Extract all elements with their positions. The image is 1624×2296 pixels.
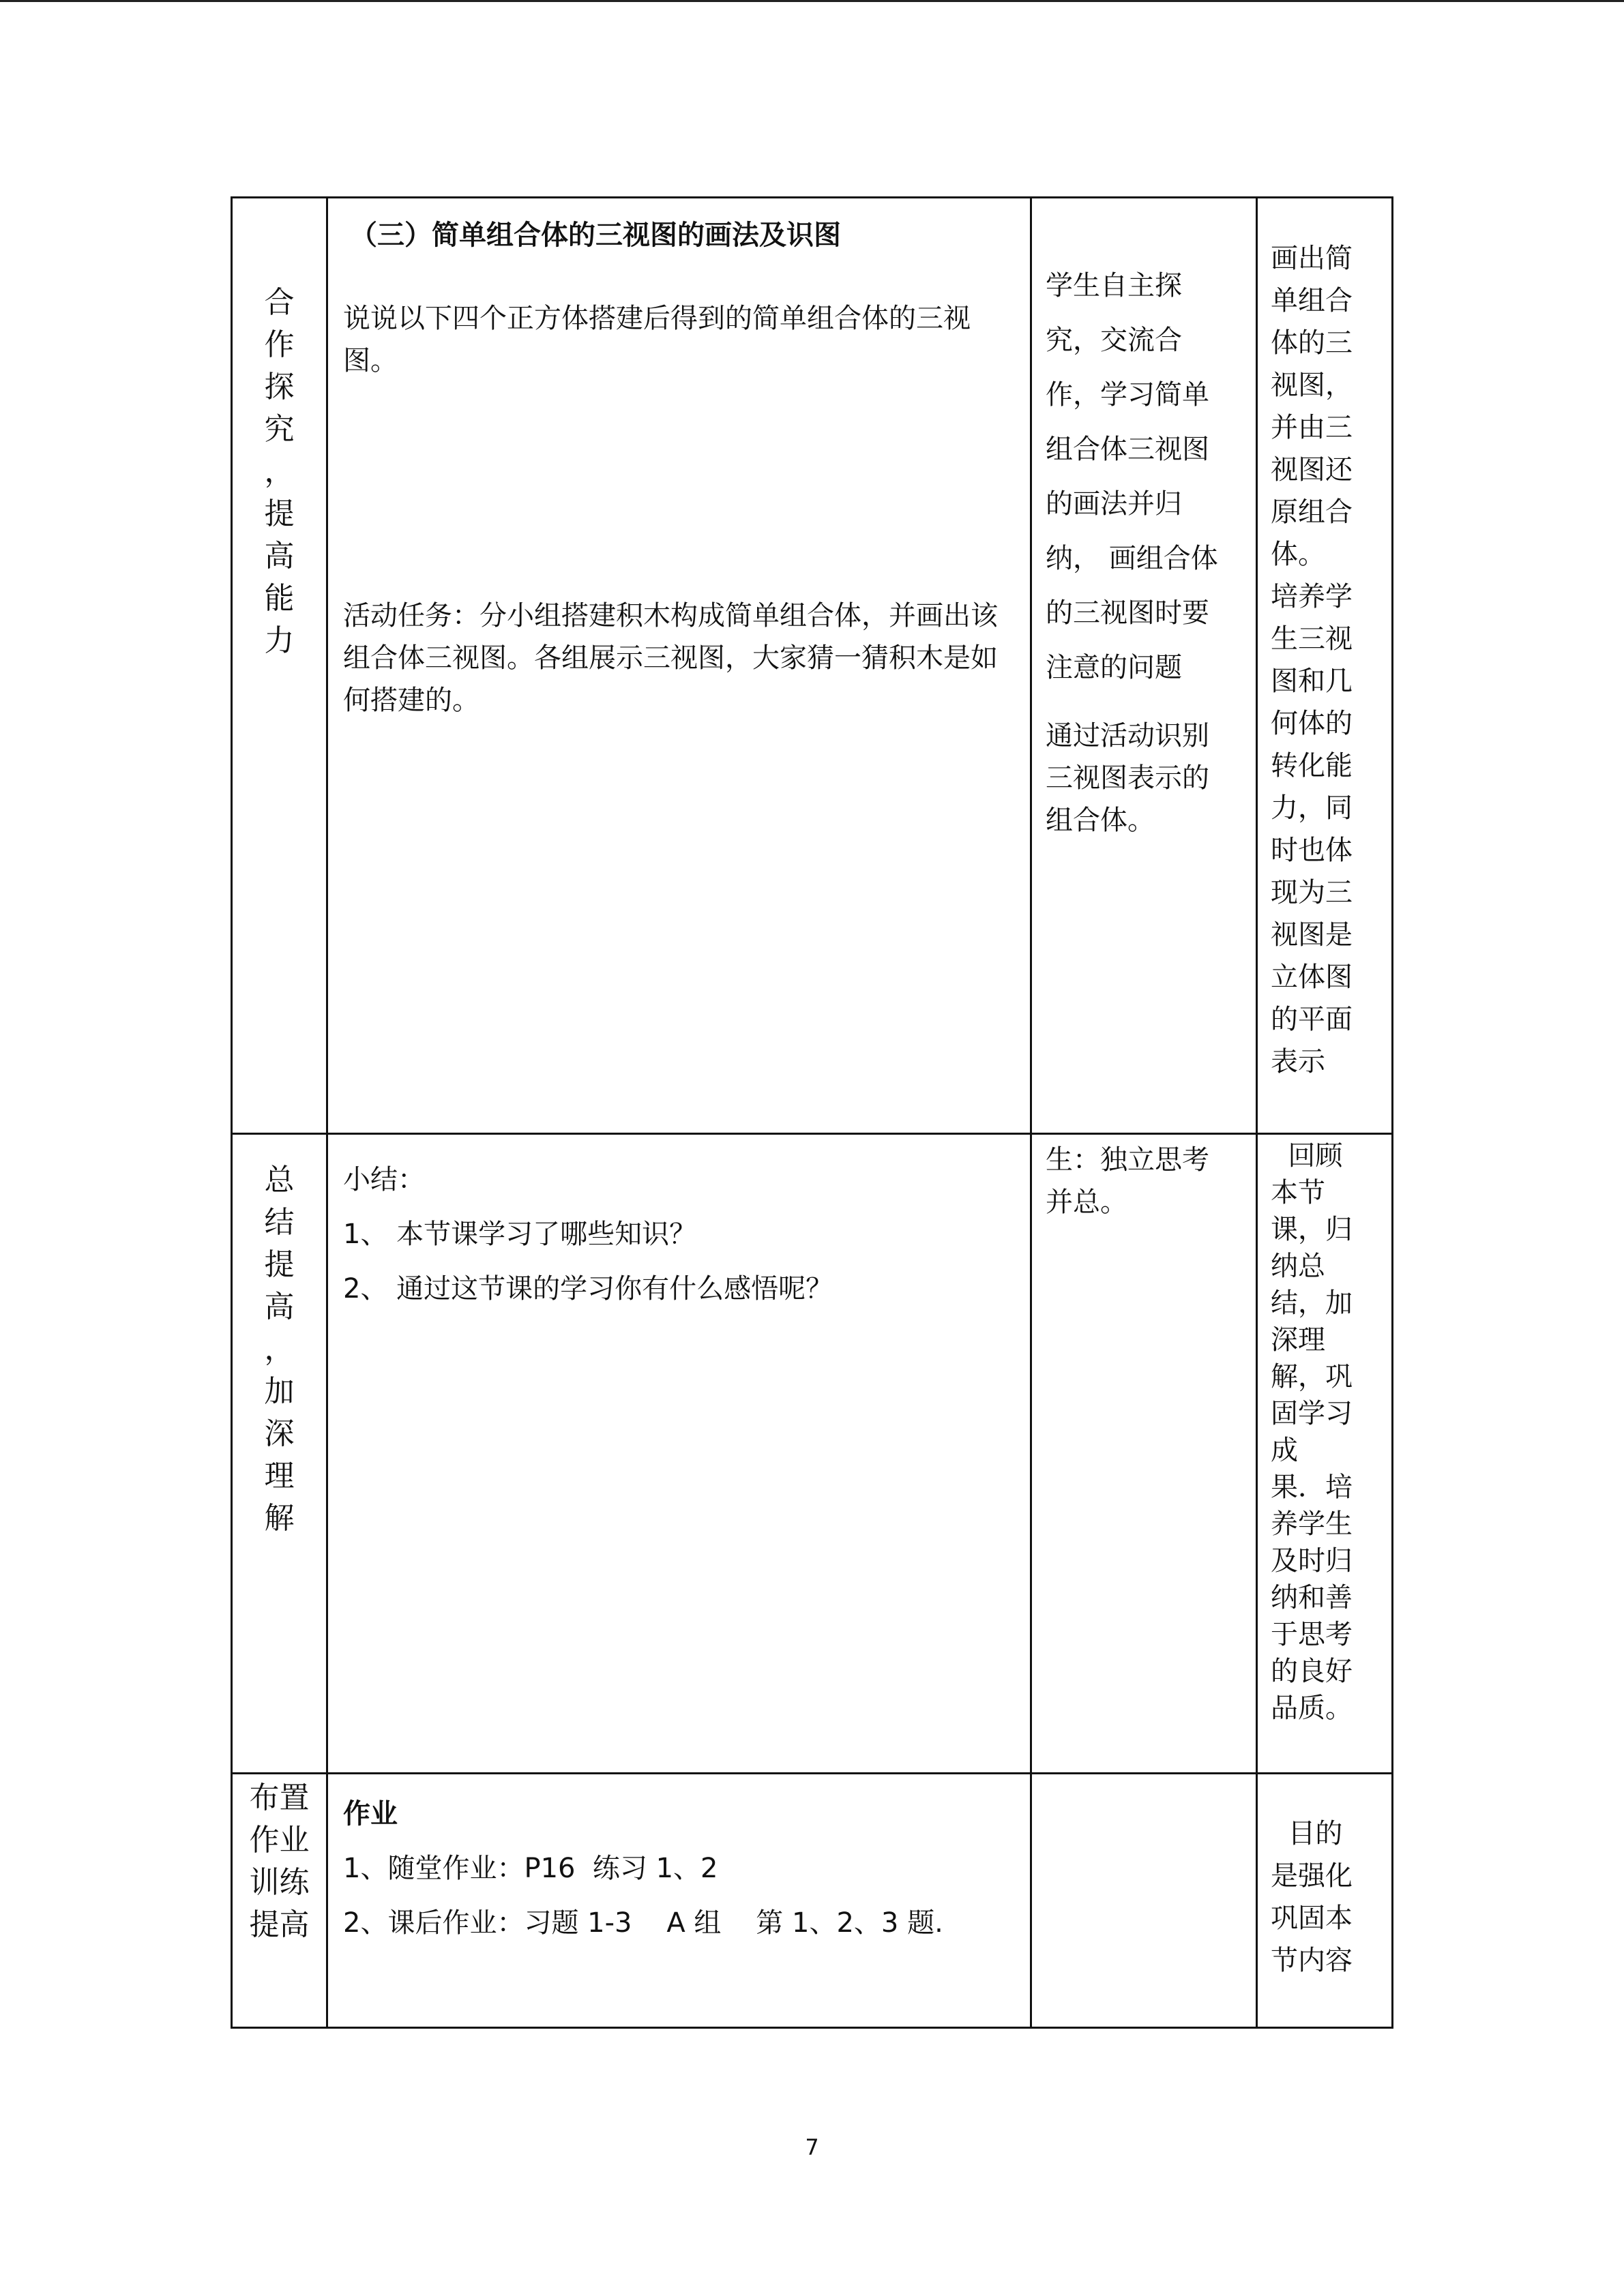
stage-char: ， <box>264 1332 295 1367</box>
stage-char: 提 <box>264 496 295 531</box>
student-activity-cell <box>1046 265 1250 841</box>
section-heading: （三）简单组合体的三视图的画法及识图 <box>350 220 841 251</box>
stage-char: 理 <box>264 1459 295 1493</box>
design-purpose-cell <box>1271 1813 1390 1982</box>
stage-char: 究 <box>264 412 295 447</box>
homework-item-1: 1、随堂作业：P16 练习 1、2 <box>343 1853 718 1884</box>
stage-char: 加 <box>264 1374 295 1409</box>
stage-line: 作业 <box>249 1823 310 1858</box>
text-line: 及时归 <box>1271 1545 1353 1577</box>
text-line: 并由三 <box>1271 412 1353 443</box>
page-number: 7 <box>805 2134 819 2160</box>
text-line: 本节 <box>1271 1177 1325 1208</box>
activity-task-paragraph: 活动任务：分小组搭建积木构成简单组合体，并画出该组合体三视图。各组展示三视图，大家猜一猜积木是如何搭建的。 <box>343 600 998 716</box>
stage-label-summary <box>233 1159 326 1540</box>
text-line: 成 <box>1271 1435 1298 1466</box>
stage-char: 力 <box>264 623 295 658</box>
text-line: 视图是 <box>1271 919 1353 951</box>
summary-question-1: 1、 本节课学习了哪些知识？ <box>343 1219 697 1250</box>
summary-question-2: 2、 通过这节课的学习你有什么感悟呢？ <box>343 1273 833 1304</box>
text-line: 生：独立思考 <box>1046 1144 1209 1176</box>
text-line: 何体的 <box>1271 708 1353 739</box>
text-line: 课，归 <box>1271 1214 1353 1245</box>
table-border-bottom <box>231 2027 1393 2029</box>
stage-label-cooperative-inquiry <box>233 282 326 662</box>
text-line: 结，加 <box>1271 1287 1353 1319</box>
stage-line: 训练 <box>249 1865 310 1900</box>
text-line: 是强化 <box>1271 1860 1353 1892</box>
stage-char: 高 <box>264 1289 295 1324</box>
text-line: 于思考 <box>1271 1619 1353 1650</box>
text-line: 时也体 <box>1271 835 1353 866</box>
stage-char: ， <box>264 454 295 489</box>
text-line: 力，同 <box>1271 792 1353 824</box>
text-line: 作，学习简单 <box>1046 379 1209 411</box>
column-divider <box>1256 196 1258 2029</box>
stage-char: 探 <box>264 370 295 404</box>
text-line: 单组合 <box>1271 285 1353 316</box>
text-line: 学生自主探 <box>1046 270 1182 301</box>
text-line: 视图， <box>1271 370 1353 401</box>
text-line: 生三视 <box>1271 623 1353 655</box>
design-purpose-cell <box>1271 237 1390 1083</box>
text-line: 解，巩 <box>1271 1361 1353 1392</box>
text-line: 纳， 画组合体 <box>1046 543 1218 574</box>
text-line: 养学生 <box>1271 1508 1353 1540</box>
text-line: 的三视图时要 <box>1046 597 1209 629</box>
text-line: 表示 <box>1271 1046 1325 1077</box>
top-border-line <box>0 0 1624 2</box>
summary-heading: 小结： <box>343 1164 425 1195</box>
stage-char: 能 <box>264 581 295 616</box>
lesson-plan-table <box>231 196 1393 2029</box>
stage-char: 作 <box>264 327 295 362</box>
text-line: 目的 <box>1271 1818 1343 1849</box>
stage-line: 布置 <box>249 1780 310 1815</box>
homework-content-cell <box>343 1787 1018 1950</box>
column-divider <box>1030 196 1032 2029</box>
text-line: 现为三 <box>1271 877 1353 908</box>
text-line: 深理 <box>1271 1324 1325 1356</box>
text-line: 体。 <box>1271 539 1325 570</box>
text-line: 固学习 <box>1271 1398 1353 1429</box>
text-line: 体的三 <box>1271 327 1353 359</box>
text-line: 巩固本 <box>1271 1903 1353 1934</box>
design-purpose-cell <box>1271 1137 1390 1727</box>
summary-content-cell <box>343 1152 1018 1316</box>
text-line: 通过活动识别 <box>1046 720 1209 751</box>
text-line: 回顾 <box>1271 1140 1343 1172</box>
text-line: 画出简 <box>1271 243 1353 274</box>
stage-char: 高 <box>264 539 295 573</box>
text-line: 注意的问题 <box>1046 652 1182 683</box>
text-line: 的平面 <box>1271 1004 1353 1035</box>
column-divider <box>326 196 328 2029</box>
stage-char: 结 <box>264 1205 295 1240</box>
text-line: 视图还 <box>1271 454 1353 486</box>
text-line: 原组合 <box>1271 496 1353 528</box>
text-line: 立体图 <box>1271 961 1353 993</box>
text-line: 纳和善 <box>1271 1582 1353 1613</box>
student-activity-cell <box>1046 1139 1250 1223</box>
text-line: 的良好 <box>1271 1656 1353 1687</box>
text-line: 组合体三视图 <box>1046 434 1209 465</box>
text-line: 究，交流合 <box>1046 325 1182 356</box>
table-border-right <box>1391 196 1393 2029</box>
text-line: 三视图表示的 <box>1046 762 1209 794</box>
text-line: 节内容 <box>1271 1945 1353 1976</box>
text-line: 图和几 <box>1271 666 1353 697</box>
stage-char: 提 <box>264 1247 295 1282</box>
stage-label-homework <box>233 1777 326 1946</box>
stage-char: 深 <box>264 1416 295 1451</box>
row-divider <box>231 1133 1393 1135</box>
stage-char: 合 <box>264 285 295 320</box>
text-line: 并总。 <box>1046 1187 1127 1218</box>
text-line: 组合体。 <box>1046 805 1155 836</box>
text-line: 培养学 <box>1271 581 1353 612</box>
stage-char: 总 <box>264 1163 295 1197</box>
text-line: 的画法并归 <box>1046 488 1182 520</box>
homework-item-2: 2、课后作业：习题 1-3 A 组 第 1、2、3 题. <box>343 1907 943 1939</box>
row-divider <box>231 1772 1393 1774</box>
stage-line: 提高 <box>249 1907 310 1942</box>
content-cell <box>343 214 1018 721</box>
text-line: 纳总 <box>1271 1251 1325 1282</box>
homework-heading: 作业 <box>343 1798 398 1830</box>
content-paragraph: 说说以下四个正方体搭建后得到的简单组合体的三视图。 <box>343 303 971 376</box>
text-line: 品质。 <box>1271 1693 1353 1724</box>
table-border-top <box>231 196 1393 198</box>
text-line: 转化能 <box>1271 750 1353 781</box>
stage-char: 解 <box>264 1501 295 1536</box>
text-line: 果．培 <box>1271 1472 1353 1503</box>
